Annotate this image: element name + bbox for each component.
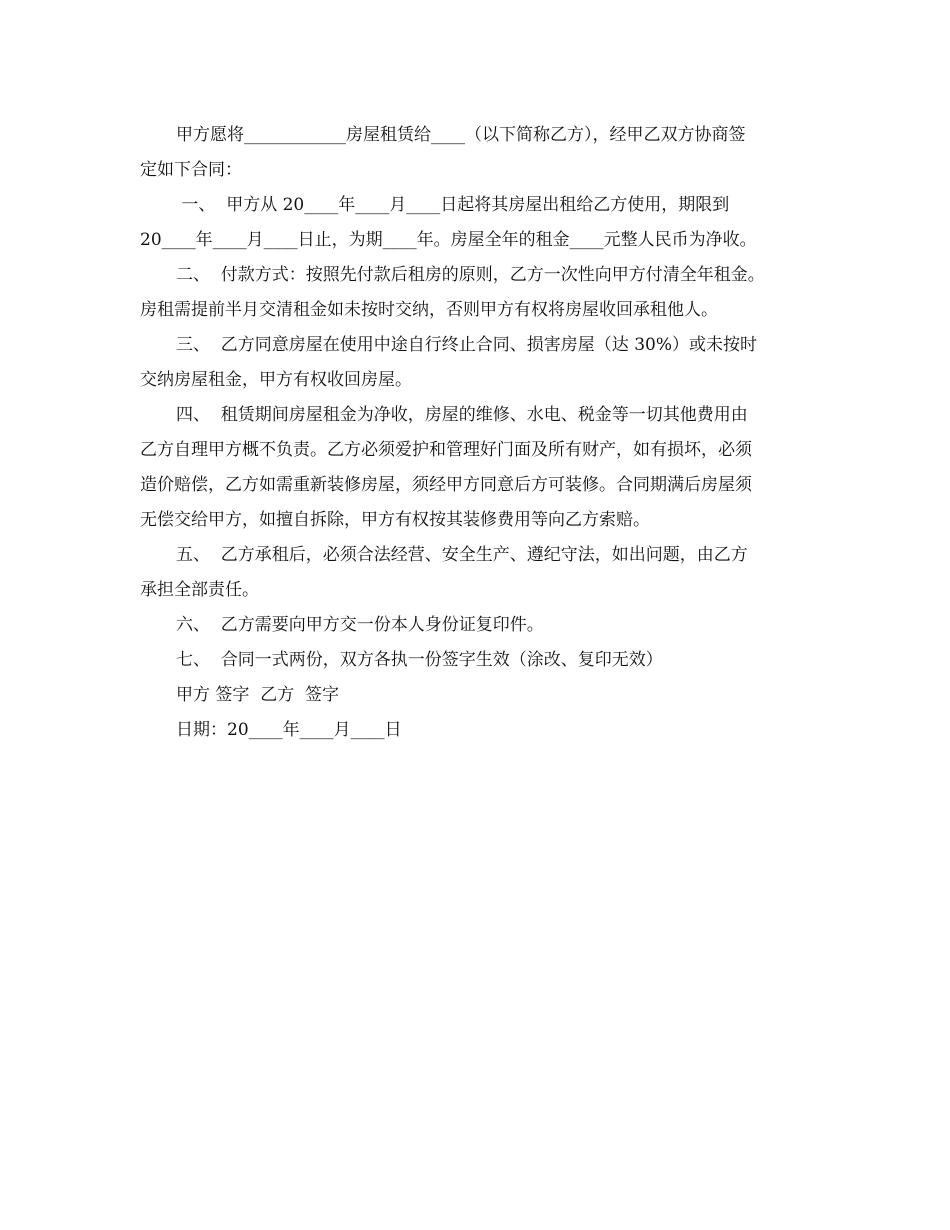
text-line: 三、 乙方同意房屋在使用中途自行终止合同、损害房屋（达 30%）或未按时 — [176, 335, 757, 355]
text-line: 四、 租赁期间房屋租金为净收，房屋的维修、水电、税金等一切其他费用由 — [176, 405, 748, 425]
text-line: 六、 乙方需要向甲方交一份本人身份证复印件。 — [176, 615, 544, 635]
text-line: 房租需提前半月交清租金如未按时交纳，否则甲方有权将房屋收回承租他人。 — [140, 300, 718, 320]
text-line: 二、 付款方式：按照先付款后租房的原则，乙方一次性向甲方付清全年租金。 — [176, 265, 765, 285]
text-line: 承担全部责任。 — [140, 580, 259, 600]
text-line: 定如下合同： — [140, 160, 242, 180]
text-line: 七、 合同一式两份，双方各执一份签字生效（涂改、复印无效） — [176, 650, 663, 670]
text-line: 乙方自理甲方概不负责。乙方必须爱护和管理好门面及所有财产，如有损坏，必须 — [140, 440, 752, 460]
text-line: 甲方愿将____________房屋租赁给____（以下简称乙方），经甲乙双方协商签 — [176, 125, 746, 145]
text-line: 20____年____月____日止，为期____年。房屋全年的租金____元整人民币为净收。 — [140, 230, 757, 250]
text-line: 交纳房屋租金，甲方有权收回房屋。 — [140, 370, 412, 390]
date-line: 日期：20____年____月____日 — [176, 720, 402, 740]
text-line: 五、 乙方承租后，必须合法经营、安全生产、遵纪守法，如出问题，由乙方 — [176, 545, 748, 565]
contract-body — [140, 118, 812, 748]
text-line: 一、 甲方从 20____年____月____日起将其房屋出租给乙方使用，期限到 — [176, 195, 730, 215]
text-line: 无偿交给甲方，如擅自拆除，甲方有权按其装修费用等向乙方索赔。 — [140, 510, 650, 530]
text-line: 造价赔偿，乙方如需重新装修房屋，须经甲方同意后方可装修。合同期满后房屋须 — [140, 475, 752, 495]
signature-line: 甲方 签字 乙方 签字 — [176, 685, 340, 705]
